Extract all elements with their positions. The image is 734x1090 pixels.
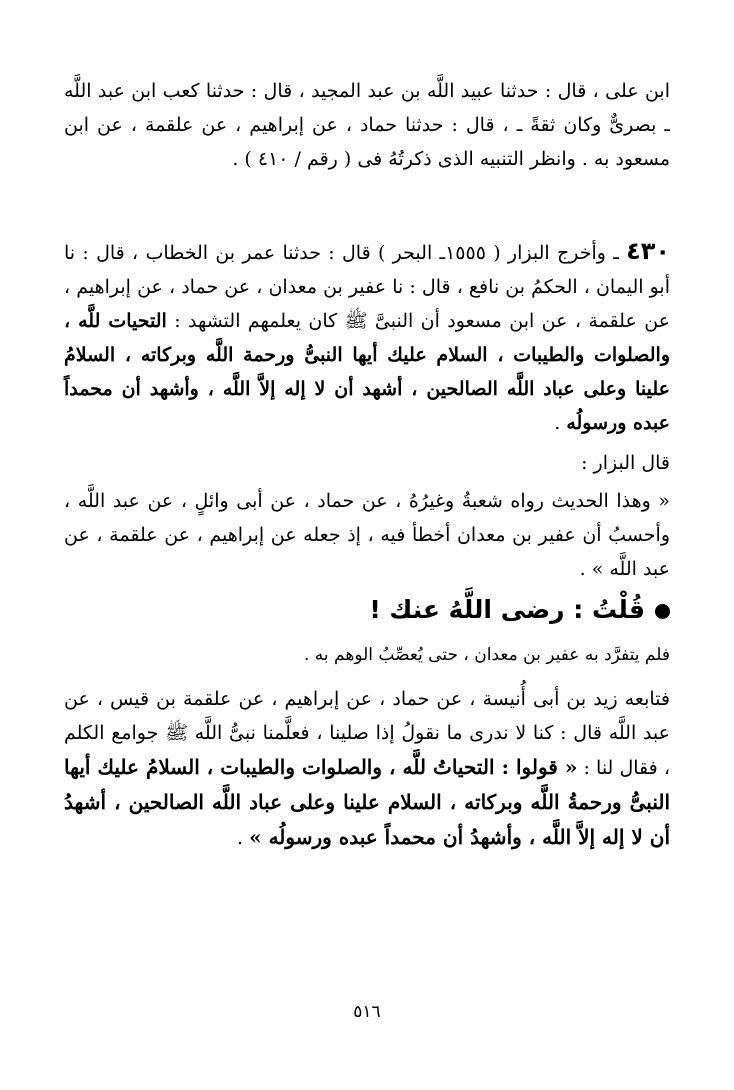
hadith-tashahhud-text: التحيات للَّه ، والصلوات والطيبات ، السلام عليك أيها النبىُّ ورحمة اللَّه وبركاته ، السلامُ علينا وعلى عباد اللَّه الصالحين ، أشهد أن لا إله إلاَّ اللَّه ، وأشهد أن محمداً عبده ورسولُه <box>64 310 670 434</box>
intro-paragraph <box>64 74 670 176</box>
hadith-paragraph <box>64 234 670 440</box>
final-paragraph <box>64 682 670 855</box>
section-heading <box>64 588 670 632</box>
bullet-icon <box>655 604 670 619</box>
note-paragraph: فلم يتفرَّد به عفير بن معدان ، حتى يُعصِّبُ الوهم به . <box>303 645 670 665</box>
hadith-end: . <box>554 412 567 434</box>
final-chain-text: فتابعه زيد بن أبى أُنيسة ، عن حماد ، عن إبراهيم ، عن علقمة بن قيس ، عن عبد اللَّه قال : كنا لا ندرى ما نقولُ إذا صلينا ، فعلَّمنا نبىُّ اللَّه ﷺ جوامع الكلم ، فقال لنا : <box>64 688 670 779</box>
hadith-chain-text: ـ وأخرج البزار ( ١٥٥٥ـ البحر ) قال : حدثنا عمر بن الخطاب ، قال : نا أبو اليمان ، الحكمُ بن نافع ، قال : نا عفير بن معدان ، عن حماد ، عن إبراهيم ، عن علقمة ، عن ابن مسعود أن النبىَّ ﷺ كان يعلمهم التشهد : <box>64 242 670 332</box>
page-number: ٥١٦ <box>353 1002 381 1022</box>
hadith-number: ٤٣٠ <box>626 237 671 265</box>
bazzar-label: قال البزار : <box>581 452 670 474</box>
intro-text: ابن على ، قال : حدثنا عبيد اللَّه بن عبد المجيد ، قال : حدثنا كعب ابن عبد اللَّه ـ بصرىٌّ وكان ثقةً ـ ، قال : حدثنا حماد ، عن إبراهيم ، عن علقمة ، عن ابن مسعود به . وانظر التنبيه الذى ذكرتُهُ فى ( رقم / ٤١٠ ) . <box>64 80 670 170</box>
heading-text: قُلْتُ : رضى اللَّهُ عنك ! <box>369 595 645 624</box>
final-end: . <box>237 827 250 849</box>
bazzar-quote: « وهذا الحديث رواه شعبةُ وغيرُهُ ، عن حماد ، عن أبى وائلٍ ، عن عبد اللَّه ، وأحسبُ أن عفير بن معدان أخطأ فيه ، إذ جعله عن إبراهيم ، عن علقمة ، عن عبد اللَّه » . <box>64 490 670 580</box>
final-tashahhud-text: « قولوا : التحياتُ للَّه ، والصلوات والطيبات ، السلامُ عليك أيها النبىُّ ورحمةُ اللَّه وبركاته ، السلام علينا وعلى عباد اللَّه الصالحين ، أشهدُ أن لا إله إلاَّ اللَّه ، وأشهدُ أن محمداً عبده ورسولُه » <box>64 755 670 849</box>
page-body <box>64 74 670 855</box>
